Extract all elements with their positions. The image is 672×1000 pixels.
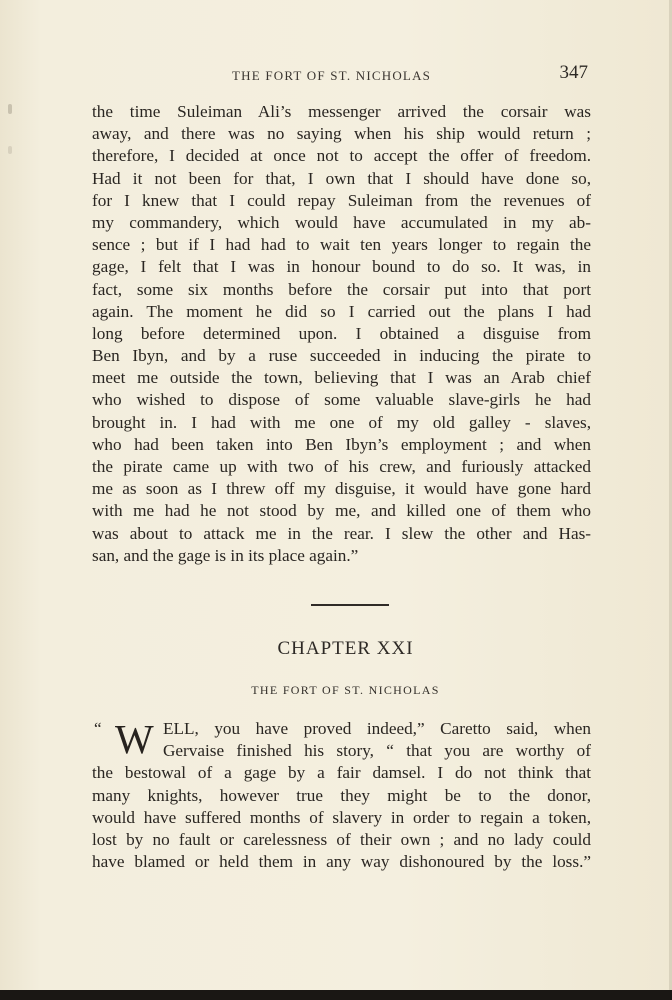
text-line: my commandery, which would have accumulated in my ab-	[92, 212, 591, 232]
text-line: therefore, I decided at once not to accept the offer of freedom.	[92, 146, 591, 166]
chapter-paragraph	[92, 718, 591, 873]
text-line: again. The moment he did so I carried out the plans I had	[92, 301, 591, 321]
text-line: away, and there was no saying when his ship would return ;	[92, 124, 591, 144]
text-line: long before determined upon. I obtained a disguise from	[92, 323, 591, 343]
text-line: sence ; but if I had had to wait ten years longer to regain the	[92, 235, 591, 255]
text-line: Had it not been for that, I own that I should have done so,	[92, 168, 591, 188]
chapter-subtitle: THE FORT OF ST. NICHOLAS	[251, 683, 440, 697]
text-line: lost by no fault or carelessness of their own ; and no lady could	[92, 829, 591, 849]
text-line: the bestowal of a gage by a fair damsel. I do not think that	[92, 763, 591, 783]
page-number: 347	[559, 62, 588, 83]
running-title: THE FORT OF ST. NICHOLAS	[232, 68, 432, 83]
section-divider	[311, 604, 389, 606]
body-paragraph	[92, 101, 591, 567]
drop-cap-line-text: ELL, you have proved indeed,” Caretto said, when	[163, 719, 591, 738]
text-line: Ben Ibyn, and by a ruse succeeded in inducing the pirate to	[92, 346, 591, 366]
text-line: for I knew that I could repay Suleiman from the revenues of	[92, 190, 591, 210]
text-line: brought in. I had with me one of my old galley - slaves,	[92, 412, 591, 432]
text-line: who had been taken into Ben Ibyn’s employment ; and when	[92, 434, 591, 454]
text-line: have blamed or held them in any way dishonoured by the loss.”	[92, 852, 591, 872]
text-line: the time Suleiman Ali’s messenger arrived the corsair was	[92, 102, 591, 121]
margin-speck	[8, 146, 12, 154]
text-line: the pirate came up with two of his crew, and furiously attacked	[92, 457, 591, 476]
text-line: Gervaise finished his story, “ that you are worthy of	[163, 741, 591, 761]
text-line: me as soon as I threw off my disguise, it would have gone hard	[92, 479, 591, 499]
scan-border	[0, 990, 672, 1000]
opening-quote: “	[94, 719, 102, 738]
margin-speck	[8, 104, 12, 114]
text-line: gage, I felt that I was in honour bound to do so. It was, in	[92, 257, 591, 277]
text-line: meet me outside the town, believing that I was an Arab chief	[92, 368, 591, 388]
text-line: with me had he not stood by me, and killed one of them who	[92, 501, 591, 521]
text-line: who wished to dispose of some valuable slave-girls he had	[92, 390, 591, 410]
drop-cap: W	[115, 716, 154, 762]
chapter-title: CHAPTER XXI	[277, 638, 414, 659]
text-line: was about to attack me in the rear. I slew the other and Has-	[92, 523, 591, 543]
text-line: many knights, however true they might be to the donor,	[92, 785, 591, 805]
text-line: san, and the gage is in its place again.”	[92, 545, 359, 565]
text-line: fact, some six months before the corsair put into that port	[92, 279, 591, 299]
text-line: would have suffered months of slavery in order to regain a token,	[92, 807, 591, 827]
page-header	[92, 62, 592, 86]
